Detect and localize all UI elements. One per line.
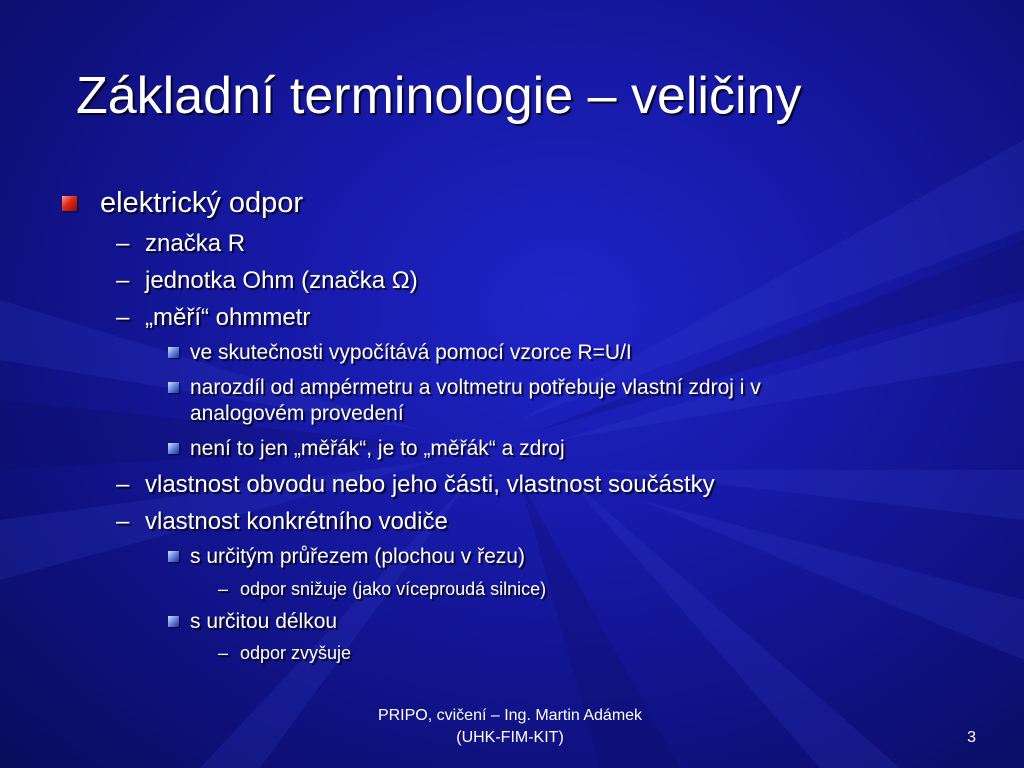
list-item-level2: značka R <box>145 230 246 257</box>
list-item-level3: s určitou délkou <box>190 610 338 633</box>
blue-square-bullet-icon <box>168 382 179 393</box>
blue-square-bullet-icon <box>168 443 179 454</box>
slide-title: Základní terminologie – veličiny <box>76 67 802 125</box>
list-item-level3-continuation: analogovém provedení <box>190 402 404 425</box>
list-item-level1: elektrický odpor <box>100 187 304 219</box>
dash-marker: – <box>116 508 130 535</box>
list-item-level2: jednotka Ohm (značka Ω) <box>145 267 418 294</box>
dash-marker: – <box>218 579 229 599</box>
list-item-level3: narozdíl od ampérmetru a voltmetru potřebuje vlastní zdroj i v <box>190 376 761 399</box>
list-item-level2: vlastnost konkrétního vodiče <box>145 508 448 535</box>
list-item-level2: vlastnost obvodu nebo jeho části, vlastnost součástky <box>145 471 715 498</box>
list-item-level3: s určitým průřezem (plochou v řezu) <box>190 545 525 568</box>
slide-footer <box>330 705 690 749</box>
dash-marker: – <box>218 643 229 663</box>
dash-marker: – <box>116 230 130 257</box>
red-square-bullet-icon <box>62 196 77 211</box>
list-item-level4: odpor zvyšuje <box>240 643 352 663</box>
footer-affiliation: (UHK-FIM-KIT) <box>456 729 564 746</box>
dash-marker: – <box>116 267 130 294</box>
blue-square-bullet-icon <box>168 347 179 358</box>
list-item-level4: odpor snižuje (jako víceproudá silnice) <box>240 579 547 599</box>
blue-square-bullet-icon <box>168 551 179 562</box>
dash-marker: – <box>116 471 130 498</box>
list-item-level3: ve skutečnosti vypočítává pomocí vzorce R=U/I <box>190 341 632 364</box>
dash-marker: – <box>116 304 130 331</box>
blue-square-bullet-icon <box>168 616 179 627</box>
list-item-level2: „měří“ ohmmetr <box>145 304 311 331</box>
page-number: 3 <box>967 729 976 746</box>
footer-author: PRIPO, cvičení – Ing. Martin Adámek <box>377 707 643 724</box>
list-item-level3: není to jen „měřák“, je to „měřák“ a zdroj <box>190 437 565 460</box>
